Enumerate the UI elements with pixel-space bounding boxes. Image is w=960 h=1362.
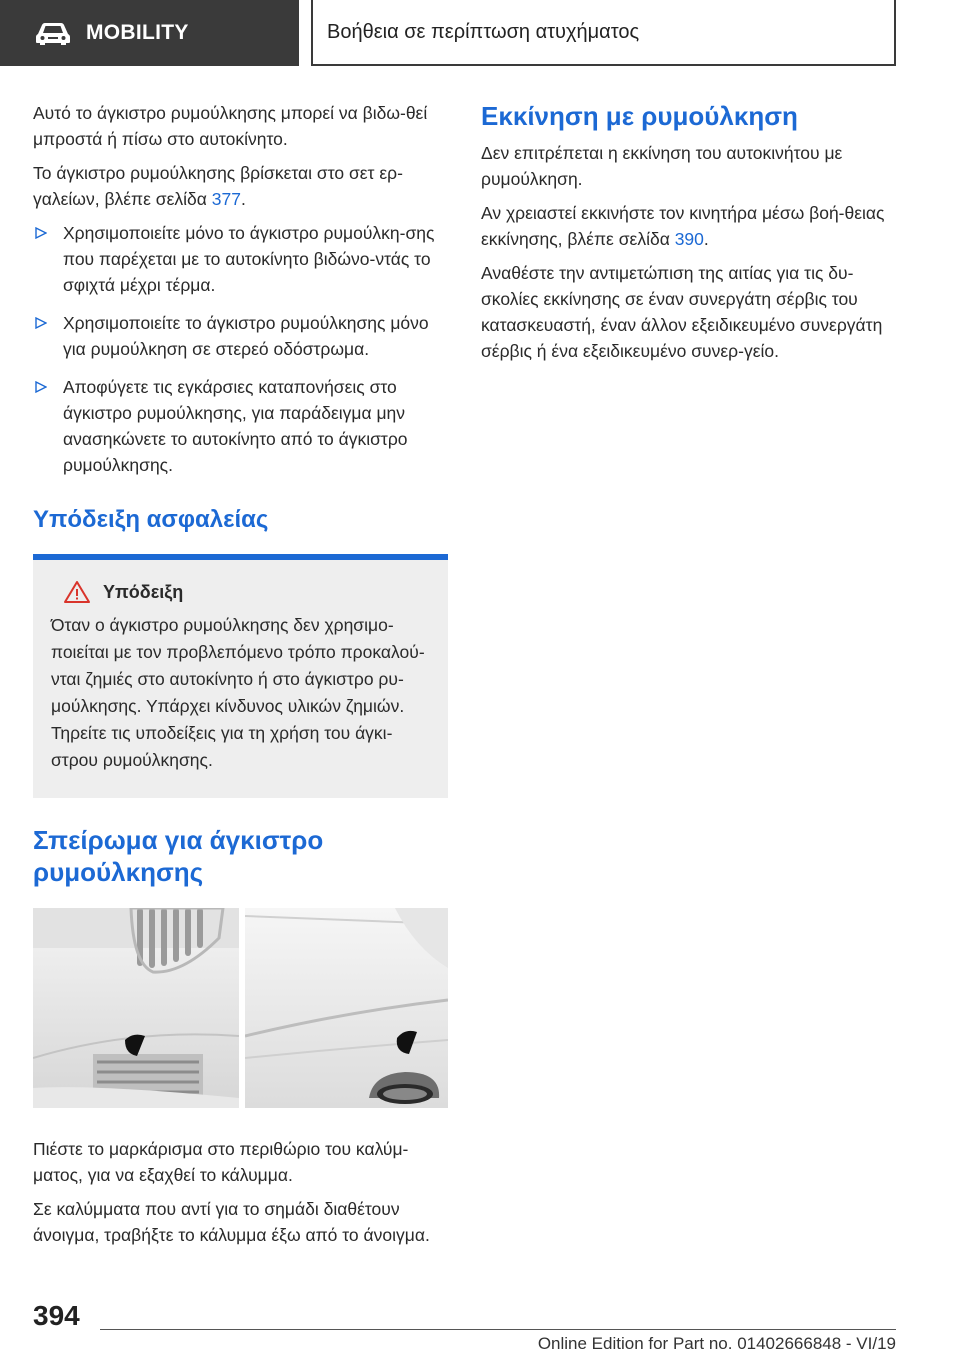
edition-text: Online Edition for Part no. 01402666848 - VI/19 [537,1334,896,1353]
paragraph-text: Αν χρειαστεί εκκινήστε τον κινητήρα μέσω βοή‐θειας εκκίνησης, βλέπε σελίδα [481,203,885,249]
paragraph: Αναθέστε την αντιμετώπιση της αιτίας για τις δυ‐σκολίες εκκίνησης σε έναν συνεργάτη σέρβις του κατασκευαστή, έναν άλλον εξειδικευμένο συνεργάτη σέρβις ή ένα εξειδικευμένο συνερ‐γείο. [481,263,883,361]
photo-strip [33,908,448,1108]
list-item-text: Χρησιμοποιείτε το άγκιστρο ρυμούλκησης μόνο για ρυμούλκηση σε στερεό οδόστρωμα. [63,313,429,359]
safety-heading: Υπόδειξη ασφαλείας [33,506,269,533]
note-header [63,580,428,604]
left-column [33,100,448,1256]
bullet-list [33,220,448,478]
triangle-bullet-icon [35,317,47,329]
page-number: 394 [33,1300,80,1331]
category-tab[interactable] [0,0,299,66]
paragraph: Δεν επιτρέπεται η εκκίνηση του αυτοκινήτου με ρυμούλκηση. [481,143,843,189]
paragraph-end: . [703,229,709,249]
page-link-390[interactable]: 390 [674,229,704,249]
page-link-377[interactable]: 377 [211,189,241,209]
list-item-text: Χρησιμοποιείτε μόνο το άγκιστρο ρυμούλκη‐σης που παρέχεται με το αυτοκίνητο βιδώνο‐ντάς το σφιχτά μέχρι τέρμα. [63,223,435,295]
paragraph-with-link [33,160,448,212]
right-column [481,100,896,372]
paragraph: Σε καλύμματα που αντί για το σημάδι διαθέτουν άνοιγμα, τραβήξτε το κάλυμμα έξω από το άνοιγμα. [33,1199,430,1245]
footer-divider [100,1329,896,1330]
paragraph: Πιέστε το μαρκάρισμα στο περιθώριο του καλύμ‐ματος, για να εξαχθεί το κάλυμμα. [33,1139,409,1185]
triangle-bullet-icon [35,381,47,393]
car-icon [34,20,72,46]
paragraph-end: . [240,189,246,209]
list-item-text: Αποφύγετε τις εγκάρσιες καταπονήσεις στο άγκιστρο ρυμούλκησης, για παράδειγμα μην ανασηκώνετε το αυτοκίνητο από το άγκιστρο ρυμούλκησης. [63,377,408,475]
list-item [33,220,448,298]
warning-icon [63,580,91,604]
rear-bumper-photo [245,908,448,1108]
section-title: Βοήθεια σε περίπτωση ατυχήματος [311,0,896,66]
page-header [0,0,960,66]
list-item [33,310,448,362]
triangle-bullet-icon [35,227,47,239]
front-bumper-photo [33,908,239,1108]
paragraph: Αυτό το άγκιστρο ρυμούλκησης μπορεί να βιδω‐θεί μπροστά ή πίσω στο αυτοκίνητο. [33,103,428,149]
paragraph-with-link [481,200,896,252]
note-title: Υπόδειξη [103,581,184,602]
list-item [33,374,448,478]
tow-start-heading: Εκκίνηση με ρυμούλκηση [481,101,798,131]
note-text: Όταν ο άγκιστρο ρυμούλκησης δεν χρησιμο‐ποιείται με τον προβλεπόμενο τρόπο προκαλού‐νται ζημιές στο αυτοκίνητο ή στο άγκιστρο ρυ‐μούλκησης. Υπάρχει κίνδυνος υλικών ζημιών. Τηρείτε τις υποδείξεις για τη χρήση του άγκι‐στρου ρυμούλκησης. [51,615,425,770]
paragraph-text: Το άγκιστρο ρυμούλκησης βρίσκεται στο σετ ερ‐γαλείων, βλέπε σελίδα [33,163,403,209]
thread-heading: Σπείρωμα για άγκιστρο ρυμούλκησης [33,825,324,887]
safety-note [33,560,448,798]
category-label: MOBILITY [86,21,189,44]
